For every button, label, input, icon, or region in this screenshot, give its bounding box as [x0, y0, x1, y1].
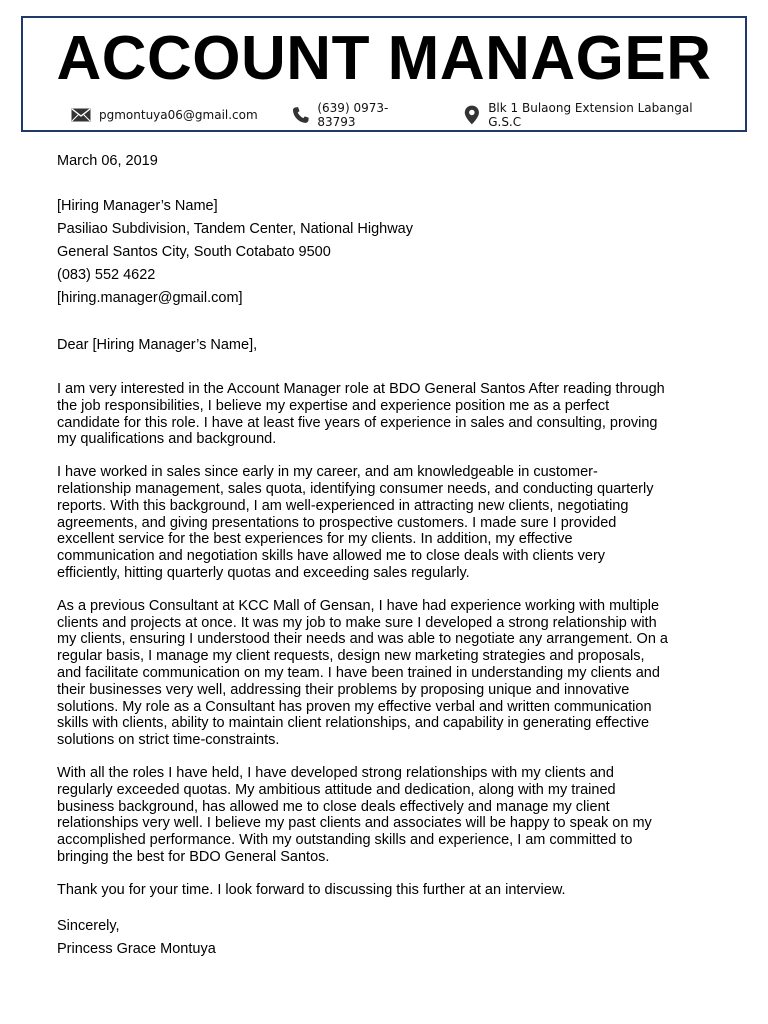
paragraph-line: I have worked in sales since early in my career, and am knowledgeable in customer-: [57, 464, 598, 481]
paragraph-line: my clients, ensuring I understood their needs and was able to negotiate any arrangement. On a: [57, 631, 668, 648]
header-box: [21, 16, 747, 132]
paragraph-line: excellent service for the best experiences for my clients. In addition, my effective: [57, 531, 573, 548]
paragraph-line: As a previous Consultant at KCC Mall of Gensan, I have had experience working with multiple: [57, 597, 660, 614]
contact-email: [71, 108, 258, 122]
paragraph-line: relationship management, sales quota, identifying consumer needs, and conducting quarterly: [57, 480, 654, 497]
location-pin-icon: [464, 105, 480, 125]
recipient-city: General Santos City, South Cotabato 9500: [57, 244, 331, 260]
letter-paragraph-3: [57, 598, 717, 749]
paragraph-line: clients and projects at once. It was my job to make sure I developed a strong relationship with: [57, 614, 657, 631]
letter-body: [57, 150, 717, 961]
paragraph-line: solutions. My role as a Consultant has proven my effective verbal and written communication: [57, 698, 652, 715]
recipient-name: [Hiring Manager’s Name]: [57, 198, 218, 214]
envelope-icon: [71, 108, 91, 122]
recipient-phone: (083) 552 4622: [57, 267, 156, 283]
page-title: ACCOUNT MANAGER: [56, 24, 712, 93]
paragraph-line: regular basis, I manage my client requests, design new marketing strategies and proposals,: [57, 648, 645, 665]
paragraph-line: bringing the best for BDO General Santos.: [57, 848, 330, 865]
paragraph-line: Thank you for your time. I look forward to discussing this further at an interview.: [57, 881, 566, 898]
letter-paragraph-2: [57, 464, 717, 582]
recipient-street: Pasiliao Subdivision, Tandem Center, National Highway: [57, 221, 413, 237]
paragraph-line: skills with clients, ability to maintain client relationships, and capability in generating effective: [57, 715, 650, 732]
paragraph-line: With all the roles I have held, I have developed strong relationships with my clients and: [57, 764, 614, 781]
paragraph-line: I am very interested in the Account Manager role at BDO General Santos After reading through: [57, 381, 665, 397]
phone-icon: [292, 106, 310, 124]
paragraph-line: solutions on strict time-constraints.: [57, 732, 280, 749]
paragraph-line: communication and negotiation skills have allowed me to close deals with clients very: [57, 548, 606, 565]
contact-phone: [292, 101, 425, 129]
paragraph-line: the job responsibilities, I believe my expertise and experience position me as a perfect: [57, 397, 610, 414]
letter-paragraph-1: [57, 381, 717, 448]
paragraph-line: relationships very well. I believe my past clients and associates will be happy to speak on my: [57, 815, 652, 832]
paragraph-line: their businesses very well, addressing their problems by proposing unique and innovative: [57, 681, 630, 698]
paragraph-line: agreements, and giving presentations to prospective customers. I made sure I provided: [57, 514, 617, 531]
recipient-block: [57, 195, 717, 310]
letter-date: March 06, 2019: [57, 153, 158, 169]
paragraph-line: accomplished performance. With my outstanding skills and experience, I am committed to: [57, 832, 633, 849]
paragraph-line: reports. With this background, I am well-experienced in attracting new clients, negotiating: [57, 497, 629, 514]
salutation: Dear [Hiring Manager’s Name],: [57, 337, 258, 353]
paragraph-line: business background, has allowed me to close deals effectively and manage my client: [57, 798, 610, 815]
recipient-email: [hiring.manager@gmail.com]: [57, 290, 243, 306]
letter-paragraph-4: [57, 765, 717, 866]
paragraph-line: candidate for this role. I have at least five years of experience in sales and consulting, proving: [57, 414, 658, 431]
address-text: Blk 1 Bulaong Extension Labangal G.S.C: [488, 101, 693, 129]
letter-paragraph-5: [57, 882, 717, 899]
paragraph-line: and facilitate communication on my team. I have been trained in understanding my clients and: [57, 664, 660, 681]
paragraph-line: efficiently, hitting quarterly quotas and exceeding sales regularly.: [57, 564, 470, 581]
contact-row: [71, 101, 725, 129]
email-text[interactable]: pgmontuya06@gmail.com: [99, 108, 258, 122]
closing: Sincerely,: [57, 917, 120, 934]
paragraph-line: regularly exceeded quotas. My ambitious attitude and dedication, along with my trained: [57, 781, 616, 798]
contact-address: [464, 101, 725, 129]
paragraph-line: my qualifications and background.: [57, 431, 277, 448]
phone-text: (639) 0973-83793: [317, 101, 389, 129]
signature: Princess Grace Montuya: [57, 940, 216, 957]
